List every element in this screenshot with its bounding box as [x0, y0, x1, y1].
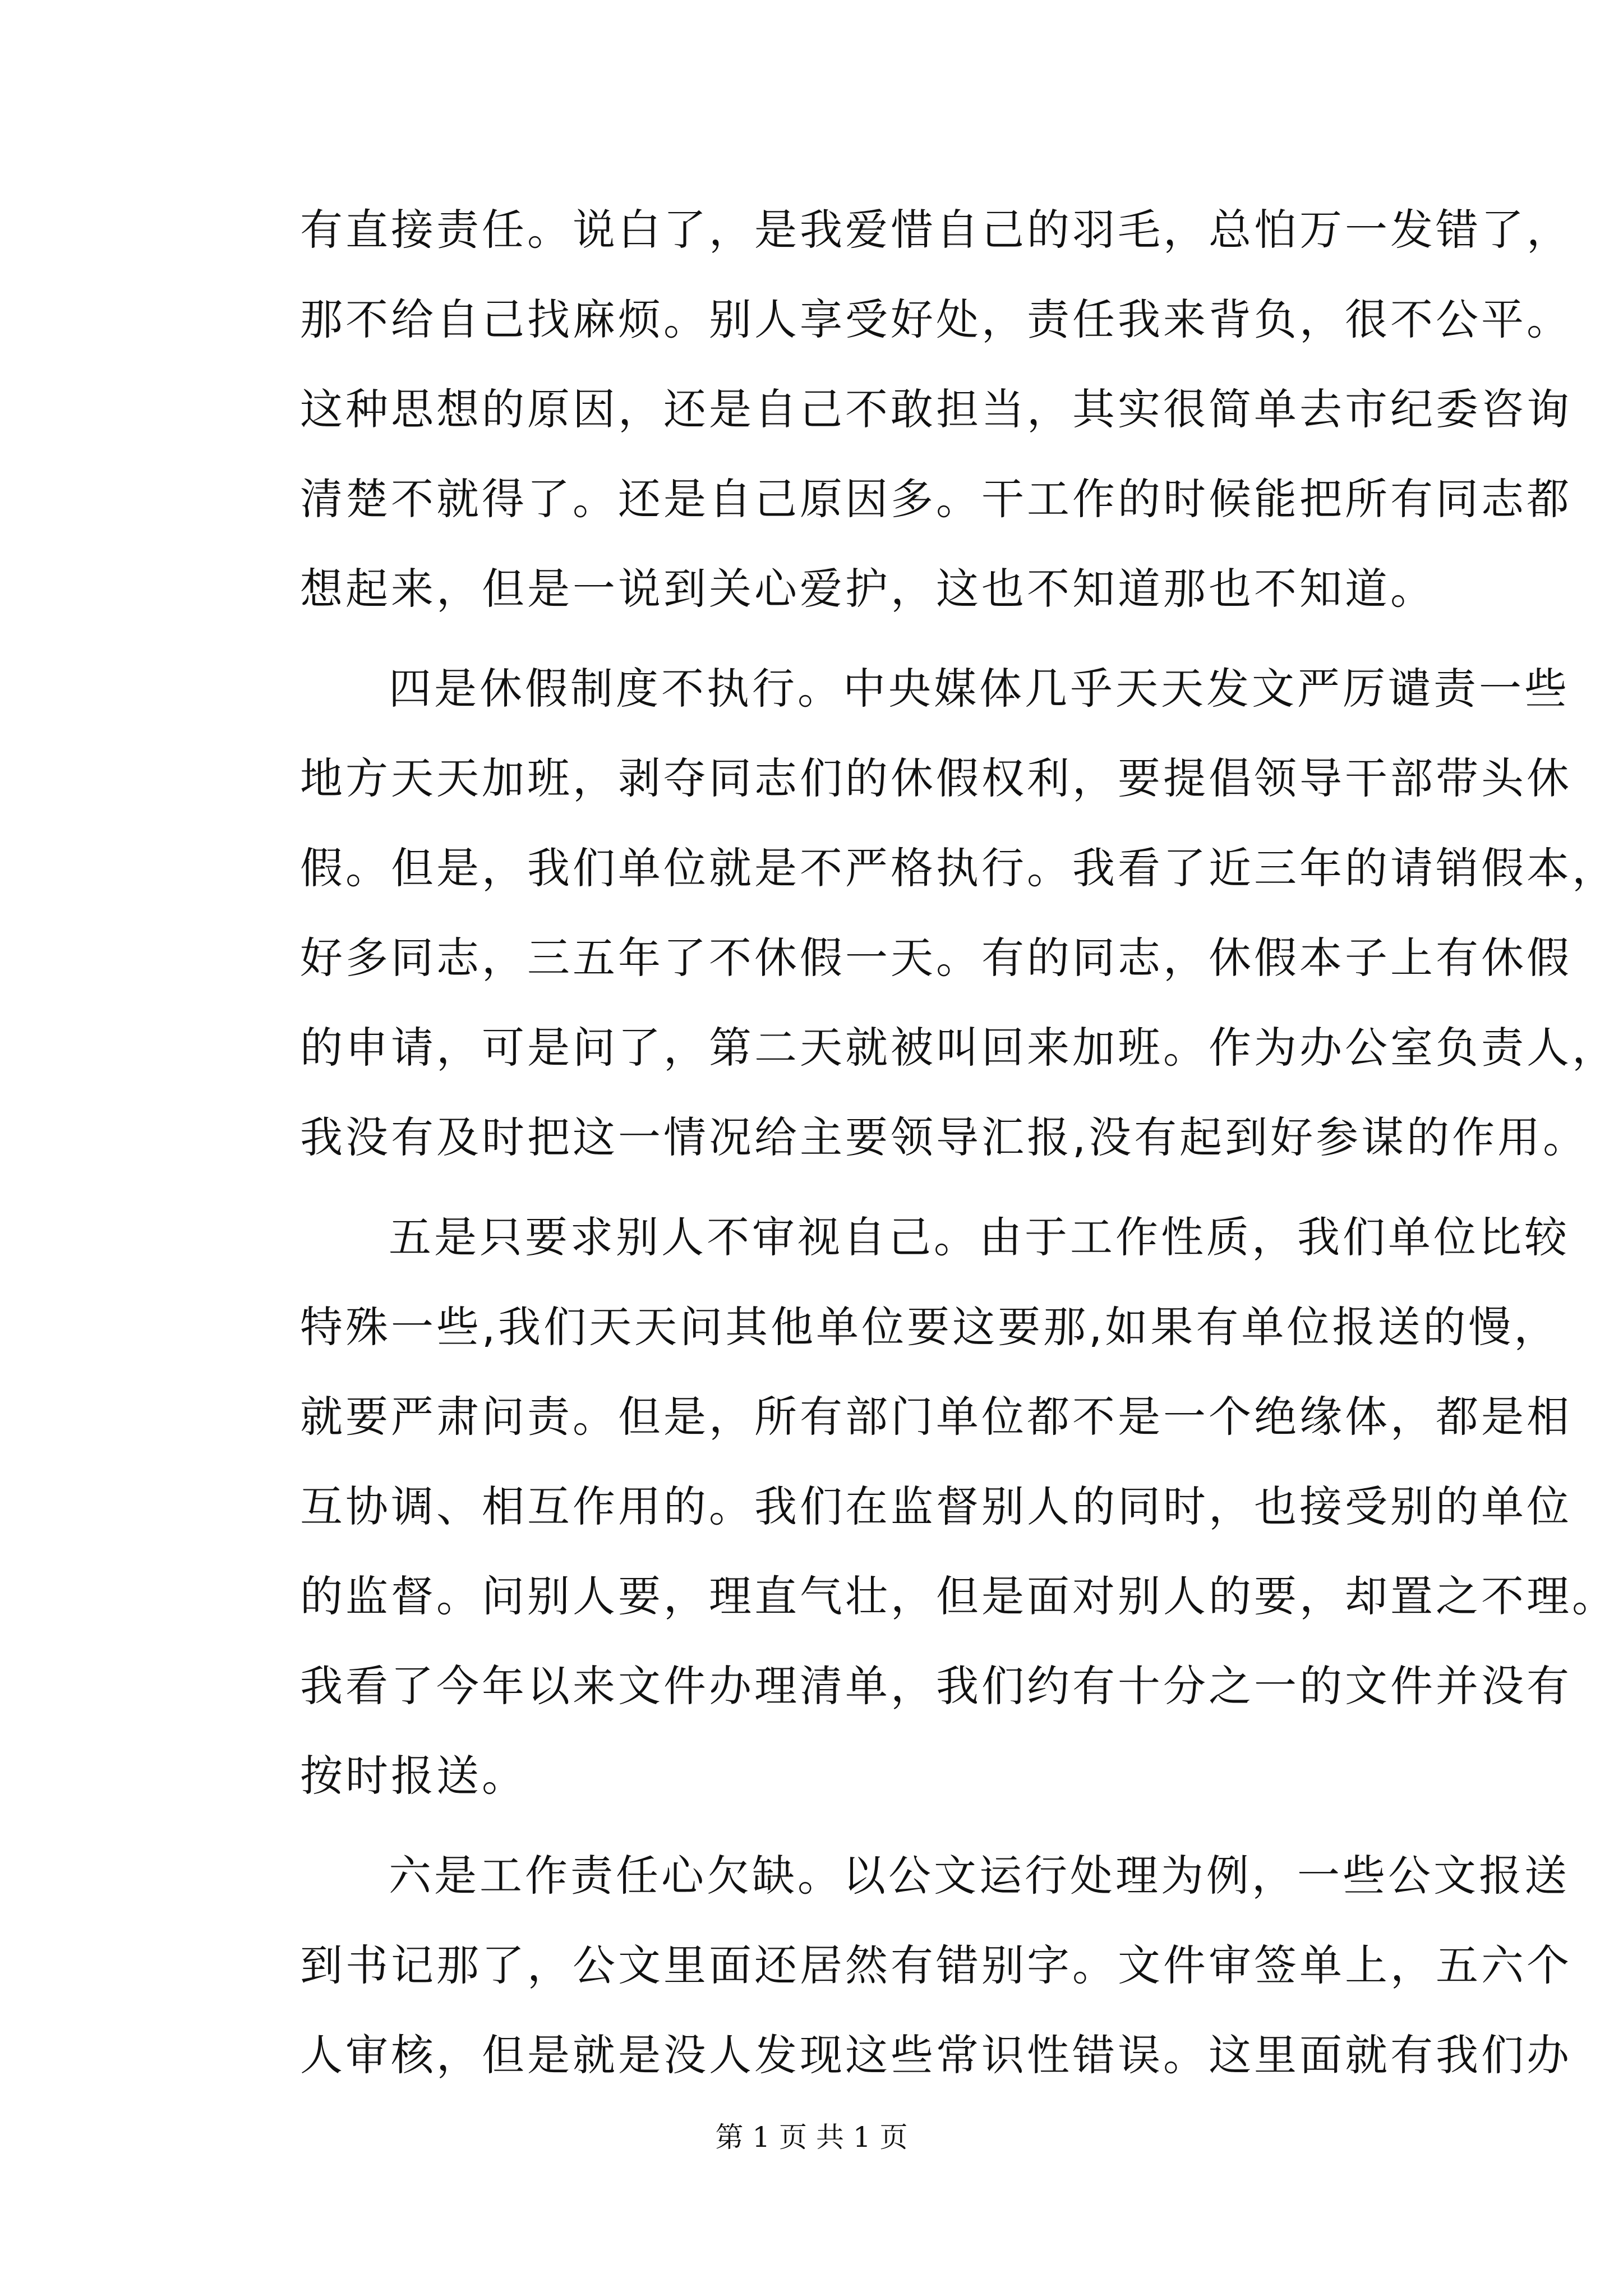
- text-line: 想起来，但是一说到关心爱护，这也不知道那也不知道。: [300, 564, 1436, 614]
- text-line: 好多同志，三五年了不休假一天。有的同志，休假本子上有休假: [300, 933, 1572, 983]
- text-line: 我没有及时把这一情况给主要领导汇报,没有起到好参谋的作用。: [300, 1112, 1589, 1162]
- paragraph-start-line: 四是休假制度不执行。中央媒体几乎天天发文严厉谴责一些: [389, 664, 1570, 714]
- text-line: 人审核，但是就是没人发现这些常识性错误。这里面就有我们办: [300, 2030, 1572, 2080]
- text-line: 这种思想的原因，还是自己不敢担当，其实很简单去市纪委咨询: [300, 384, 1572, 434]
- text-line: 那不给自己找麻烦。别人享受好处，责任我来背负，很不公平。: [300, 295, 1572, 344]
- text-line: 互协调、相互作用的。我们在监督别人的同时，也接受别的单位: [300, 1481, 1572, 1531]
- text-line: 的申请，可是问了，第二天就被叫回来加班。作为办公室负责人，: [300, 1023, 1617, 1073]
- text-line: 我看了今年以来文件办理清单，我们约有十分之一的文件并没有: [300, 1661, 1572, 1711]
- text-line: 有直接责任。说白了，是我爱惜自己的羽毛，总怕万一发错了，: [300, 205, 1572, 255]
- text-line: 地方天天加班，剥夺同志们的休假权利，要提倡领导干部带头休: [300, 753, 1572, 803]
- text-line: 清楚不就得了。还是自己原因多。干工作的时候能把所有同志都: [300, 474, 1572, 524]
- text-line: 的监督。问别人要，理直气壮，但是面对别人的要，却置之不理。: [300, 1571, 1617, 1621]
- text-line: 就要严肃问责。但是，所有部门单位都不是一个绝缘体，都是相: [300, 1392, 1572, 1442]
- text-line: 按时报送。: [300, 1751, 527, 1801]
- paragraph-start-line: 六是工作责任心欠缺。以公文运行处理为例，一些公文报送: [389, 1851, 1570, 1901]
- text-line: 特殊一些,我们天天问其他单位要这要那,如果有单位报送的慢，: [300, 1302, 1560, 1352]
- text-line: 假。但是，我们单位就是不严格执行。我看了近三年的请销假本，: [300, 843, 1617, 893]
- document-body: [300, 185, 1617, 2100]
- page-footer: 第 1 页 共 1 页: [715, 2121, 908, 2154]
- text-line: 到书记那了，公文里面还居然有错别字。文件审签单上，五六个: [300, 1940, 1572, 1990]
- paragraph-start-line: 五是只要求别人不审视自己。由于工作性质，我们单位比较: [389, 1212, 1570, 1262]
